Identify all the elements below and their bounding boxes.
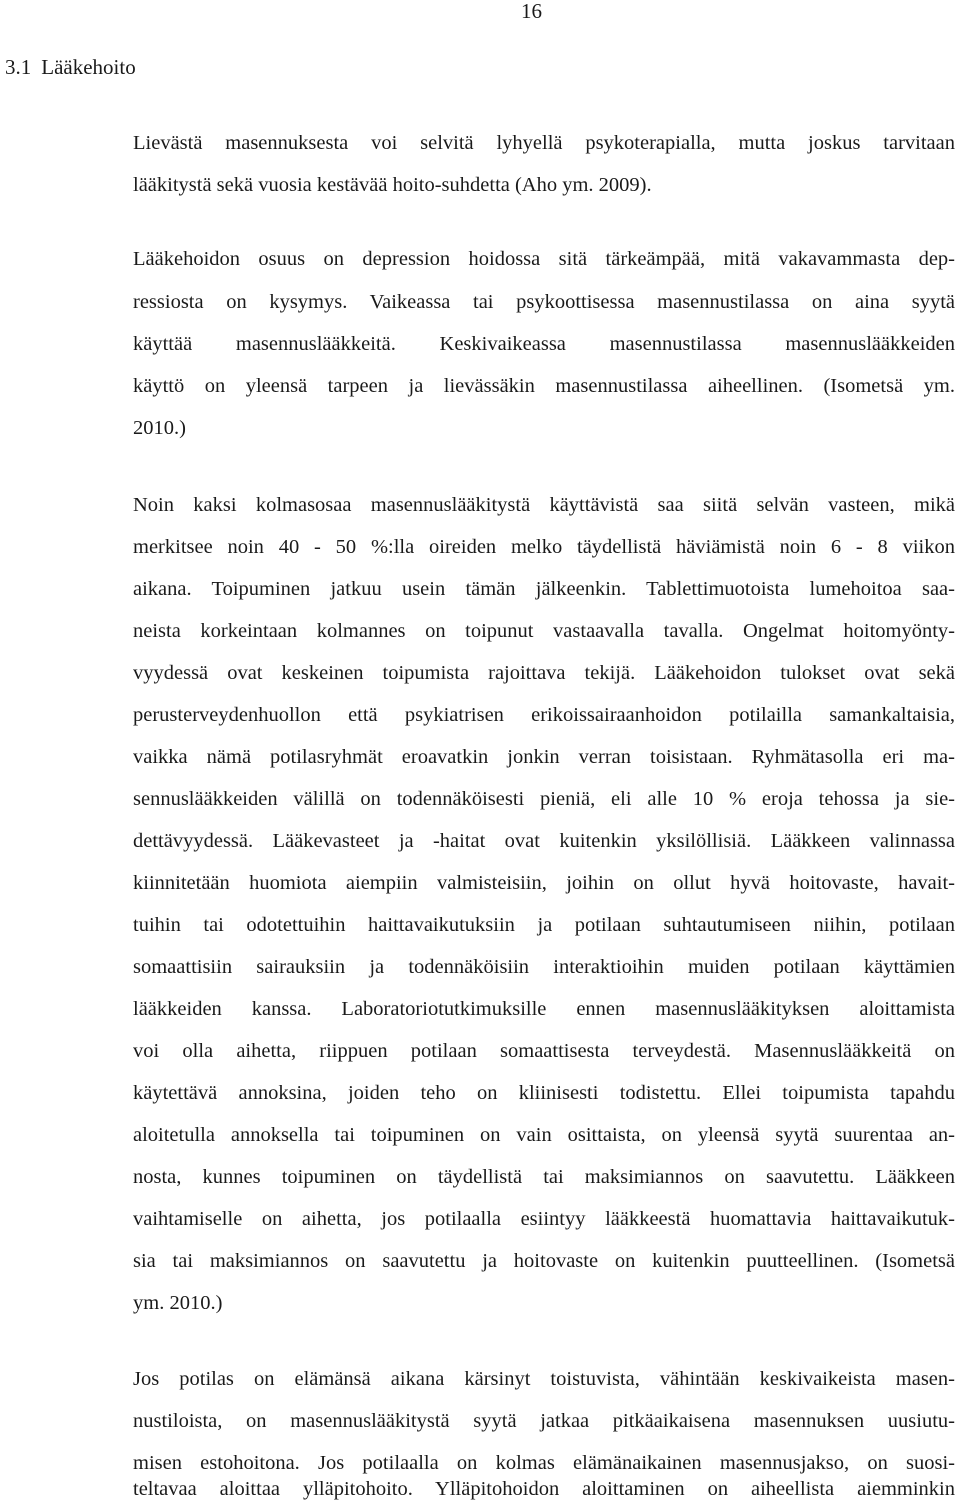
text-line: sennuslääkkeiden välillä on todennäköisesti pieniä, eli alle 10 % eroja tehossa ja sie- — [133, 788, 955, 810]
text-line: somaattisiin sairauksiin ja todennäköisiin interaktioihin muiden potilaan käyttämien — [133, 956, 955, 978]
text-line: dettävyydessä. Lääkevasteet ja -haitat ovat kuitenkin yksilöllisiä. Lääkkeen valinnassa — [133, 830, 955, 852]
text-line: Noin kaksi kolmasosaa masennuslääkitystä käyttävistä saa siitä selvän vasteen, mikä — [133, 494, 955, 516]
text-line: misen estohoitona. Jos potilaalla on kolmas elämänaikainen masennusjakso, on suosi- — [133, 1452, 955, 1474]
page-number: 16 — [521, 0, 542, 23]
text-line: nosta, kunnes toipuminen on täydellistä tai maksimiannos on saavutettu. Lääkkeen — [133, 1166, 955, 1188]
text-line: vaihtamiselle on aihetta, jos potilaalla esiintyy lääkkeestä huomattavia haittavaikutuk- — [133, 1208, 955, 1230]
section-heading — [5, 52, 136, 82]
text-line: 2010.) — [133, 417, 186, 439]
text-line: Lääkehoidon osuus on depression hoidossa sitä tärkeämpää, mitä vakavammasta dep- — [133, 248, 955, 270]
text-line: käyttö on yleensä tarpeen ja lievässäkin masennustilassa aiheellinen. (Isometsä ym. — [133, 375, 955, 397]
text-line: aloitetulla annoksella tai toipuminen on vain osittaista, on yleensä syytä suurentaa an- — [133, 1124, 955, 1146]
text-line: aikana. Toipuminen jatkuu usein tämän jälkeenkin. Tablettimuotoista lumehoitoa saa- — [133, 578, 955, 600]
text-line: käytettävä annoksina, joiden teho on kliinisesti todistettu. Ellei toipumista tapahdu — [133, 1082, 955, 1104]
section-title: Lääkehoito — [41, 55, 136, 79]
text-line: ym. 2010.) — [133, 1292, 223, 1314]
text-line: sia tai maksimiannos on saavutettu ja hoitovaste on kuitenkin puutteellinen. (Isometsä — [133, 1250, 955, 1272]
text-line: teltavaa aloittaa ylläpitohoito. Ylläpitohoidon aloittaminen on aiheellista aiemminkin — [133, 1478, 955, 1500]
text-line: käyttää masennuslääkkeitä. Keskivaikeassa masennustilassa masennuslääkkeiden — [133, 333, 955, 355]
text-line: perusterveydenhuollon että psykiatrisen erikoissairaanhoidon potilailla samankaltaisia, — [133, 704, 955, 726]
text-line: nustiloista, on masennuslääkitystä syytä jatkaa pitkäaikaisena masennuksen uusiutu- — [133, 1410, 955, 1432]
text-line: vyydessä ovat keskeinen toipumista rajoittava tekijä. Lääkehoidon tulokset ovat sekä — [133, 662, 955, 684]
text-line: kiinnitetään huomiota aiempiin valmisteisiin, joihin on ollut hyvä hoitovaste, havait- — [133, 872, 955, 894]
text-line: neista korkeintaan kolmannes on toipunut vastaavalla tavalla. Ongelmat hoitomyönty- — [133, 620, 955, 642]
text-line: merkitsee noin 40 - 50 %:lla oireiden melko täydellistä häviämistä noin 6 - 8 viikon — [133, 536, 955, 558]
text-line: voi olla aihetta, riippuen potilaan somaattisesta terveydestä. Masennuslääkkeitä on — [133, 1040, 955, 1062]
text-line: ressiosta on kysymys. Vaikeassa tai psykoottisessa masennustilassa on aina syytä — [133, 291, 955, 313]
text-line: lääkkeiden kanssa. Laboratoriotutkimuksille ennen masennuslääkityksen aloittamista — [133, 998, 955, 1020]
text-line: vaikka nämä potilasryhmät eroavatkin jonkin verran toisistaan. Ryhmätasolla eri ma- — [133, 746, 955, 768]
text-line: tuihin tai odotettuihin haittavaikutuksiin ja potilaan suhtautumiseen niihin, potilaan — [133, 914, 955, 936]
text-line: lääkitystä sekä vuosia kestävää hoito-suhdetta (Aho ym. 2009). — [133, 174, 652, 196]
text-line: Jos potilas on elämänsä aikana kärsinyt toistuvista, vähintään keskivaikeista masen- — [133, 1368, 955, 1390]
text-line: Lievästä masennuksesta voi selvitä lyhyellä psykoterapialla, mutta joskus tarvitaan — [133, 132, 955, 154]
section-number: 3.1 — [5, 55, 32, 79]
